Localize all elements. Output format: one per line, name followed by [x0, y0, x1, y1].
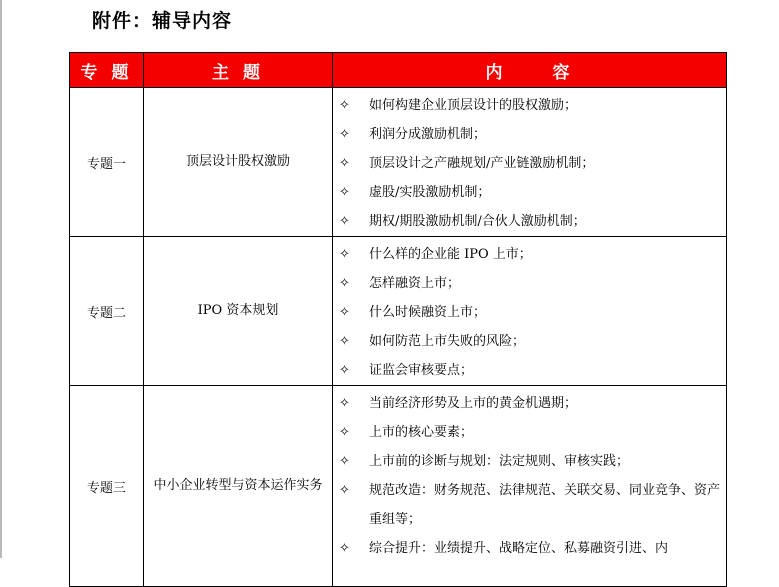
- diamond-bullet-icon: ✧: [339, 483, 350, 498]
- header-theme: 主 题: [144, 53, 333, 88]
- diamond-bullet-icon: ✧: [339, 185, 350, 200]
- attachment-heading: 附件：辅导内容: [92, 10, 233, 32]
- topic-cell: 专题一: [70, 88, 144, 237]
- list-item: ✧ 期权/期股激励机制/合伙人激励机制；: [333, 207, 720, 236]
- diamond-bullet-icon: ✧: [339, 363, 350, 378]
- table-row: [70, 237, 727, 386]
- header-content: [333, 53, 727, 88]
- header-topic: 专 题: [70, 53, 144, 88]
- diamond-bullet-icon: ✧: [339, 98, 350, 113]
- content-list: [333, 237, 726, 385]
- list-item: ✧ 顶层设计之产融规划/产业链激励机制；: [333, 149, 720, 178]
- theme-cell: 顶层设计股权激励: [144, 88, 333, 237]
- content-cell: [333, 88, 727, 237]
- diamond-bullet-icon: ✧: [339, 127, 350, 142]
- diamond-bullet-icon: ✧: [339, 276, 350, 291]
- list-item: ✧ 综合提升：业绩提升、战略定位、私募融资引进、内: [333, 534, 720, 563]
- table-row: [70, 386, 727, 587]
- page-left-edge: [0, 0, 2, 558]
- list-item: ✧ 上市的核心要素；: [333, 418, 720, 447]
- list-item: ✧ 什么样的企业能 IPO 上市；: [333, 240, 720, 269]
- list-item: ✧ 如何构建企业顶层设计的股权激励；: [333, 91, 720, 120]
- diamond-bullet-icon: ✧: [339, 425, 350, 440]
- diamond-bullet-icon: ✧: [339, 214, 350, 229]
- topic-cell: 专题三: [70, 386, 144, 587]
- list-item: ✧ 规范改造：财务规范、法律规范、关联交易、同业竞争、资产重组等；: [333, 476, 720, 534]
- diamond-bullet-icon: ✧: [339, 334, 350, 349]
- header-content-char-2: 容: [552, 62, 574, 83]
- content-list: [333, 88, 726, 236]
- theme-cell: 中小企业转型与资本运作实务: [144, 386, 333, 587]
- theme-cell: IPO 资本规划: [144, 237, 333, 386]
- diamond-bullet-icon: ✧: [339, 541, 350, 556]
- diamond-bullet-icon: ✧: [339, 247, 350, 262]
- diamond-bullet-icon: ✧: [339, 454, 350, 469]
- header-content-char-1: 内: [485, 62, 507, 83]
- list-item: ✧ 什么时候融资上市；: [333, 298, 720, 327]
- diamond-bullet-icon: ✧: [339, 396, 350, 411]
- diamond-bullet-icon: ✧: [339, 156, 350, 171]
- diamond-bullet-icon: ✧: [339, 305, 350, 320]
- content-cell: [333, 237, 727, 386]
- table-row: [70, 88, 727, 237]
- list-item: ✧ 利润分成激励机制；: [333, 120, 720, 149]
- list-item: ✧ 如何防范上市失败的风险；: [333, 327, 720, 356]
- list-item: ✧ 虚股/实股激励机制；: [333, 178, 720, 207]
- content-cell: [333, 386, 727, 587]
- coaching-content-table: [69, 52, 727, 587]
- table-header-row: [70, 53, 727, 88]
- list-item: ✧ 怎样融资上市；: [333, 269, 720, 298]
- list-item: ✧ 证监会审核要点；: [333, 356, 720, 385]
- list-item: ✧ 上市前的诊断与规划：法定规则、审核实践；: [333, 447, 720, 476]
- topic-cell: 专题二: [70, 237, 144, 386]
- list-item: ✧ 当前经济形势及上市的黄金机遇期；: [333, 389, 720, 418]
- content-list: [333, 386, 726, 563]
